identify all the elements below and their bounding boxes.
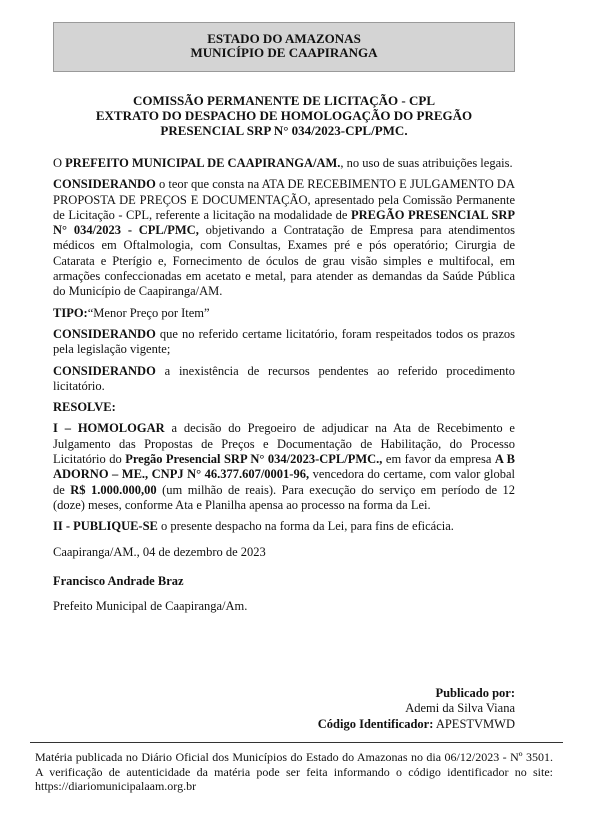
identifier-line xyxy=(215,717,515,732)
p1-bold: PREFEITO MUNICIPAL DE CAAPIRANGA/AM. xyxy=(65,156,341,170)
identifier-label: Código Identificador: xyxy=(317,716,434,731)
paragraph-resolve xyxy=(53,400,515,415)
date-line: Caapiranga/AM., 04 de dezembro de 2023 xyxy=(53,544,266,559)
p5-bold4: R$ 1.000.000,00 xyxy=(70,482,157,497)
paragraph-considerando-2 xyxy=(53,327,515,358)
p3-bold: CONSIDERANDO xyxy=(53,326,156,341)
resolve-label: RESOLVE: xyxy=(53,400,116,415)
title-commission: COMISSÃO PERMANENTE DE LICITAÇÃO - CPL xyxy=(132,93,436,108)
p2-text2: objetivando a Contratação de Empresa para atendimentos médicos em Oftalmologia, com Consultas, Exames pré e pós operatório; Cirurgia de Catarata e Pterígio e, Fornecimento de óculos de grau visão simples e multifocal, em armações confeccionadas em acetato e metal, para atender as demandas da Saúde Pública do Município de Caapiranga/AM. xyxy=(53,223,515,299)
p5-text1: a decisão do Pregoeiro de adjudicar na Ata de Recebimento e Julgamento das Propostas de Preços e Documentação de Habilitação, do Processo Licitatório do xyxy=(53,421,515,467)
paragraph-considerando-1 xyxy=(53,177,515,299)
signer-name: Francisco Andrade Braz xyxy=(53,573,184,588)
published-by-label: Publicado por: xyxy=(435,686,515,700)
document-body xyxy=(53,156,515,620)
signer-role: Prefeito Municipal de Caapiranga/Am. xyxy=(53,599,248,614)
p3-text: que no referido certame licitatório, foram respeitados todos os prazos pela legislação vigente; xyxy=(53,326,515,357)
p4-text: a inexistência de recursos pendentes ao referido procedimento licitatório. xyxy=(53,363,515,393)
p4-bold: CONSIDERANDO xyxy=(53,363,156,378)
title-extract: EXTRATO DO DESPACHO DE HOMOLOGAÇÃO DO PREGÃO xyxy=(95,108,473,123)
tipo-value: “Menor Preço por Item” xyxy=(87,305,210,320)
publication-info xyxy=(215,686,515,732)
p2-text1: o teor que consta na ATA DE RECEBIMENTO E JULGAMENTO DA PROPOSTA DE PREÇOS E DOCUMENTAÇÃO, apresentado pela Comissão Permanente de Licitação - CPL, referente a licitação na modalidade de xyxy=(53,177,515,222)
header-municipality-line: MUNICÍPIO DE CAAPIRANGA xyxy=(190,45,378,60)
p5-bold: I – HOMOLOGAR xyxy=(53,421,165,436)
p1-prefix: O xyxy=(53,156,66,170)
p5-text2: em favor da empresa xyxy=(382,452,495,467)
p5-text4: (um milhão de reais). Para execução do serviço em período de 12 (doze) meses, conforme Ata e Planilha apensa ao processo na forma da Lei. xyxy=(53,482,515,512)
header-state-line: ESTADO DO AMAZONAS xyxy=(207,31,361,46)
footer-divider xyxy=(30,742,563,743)
publisher-name: Ademi da Silva Viana xyxy=(405,701,515,716)
tipo-label: TIPO: xyxy=(53,305,88,320)
p6-bold: II - PUBLIQUE-SE xyxy=(53,519,158,534)
document-title xyxy=(53,93,515,138)
p1-rest: , no uso de suas atribuições legais. xyxy=(340,156,513,170)
title-pregao: PRESENCIAL SRP N° 034/2023-CPL/PMC. xyxy=(160,123,408,138)
p5-bold3: A B ADORNO – ME., CNPJ N° 46.377.607/0001-96, xyxy=(53,452,515,482)
paragraph-considerando-3 xyxy=(53,364,515,395)
paragraph-homologar xyxy=(53,421,515,513)
p2-bold2: PREGÃO PRESENCIAL SRP N° 034/2023 - CPL/PMC, xyxy=(53,207,515,238)
paragraph-tipo xyxy=(53,306,515,321)
p5-bold2: Pregão Presencial SRP N° 034/2023-CPL/PMC., xyxy=(125,452,383,467)
paragraph-prefeito xyxy=(53,156,515,171)
identifier-code: APESTVMWD xyxy=(435,716,515,731)
p5-text3: vencedora do certame, com valor global de xyxy=(53,467,516,497)
paragraph-publique xyxy=(53,519,515,534)
p2-bold: CONSIDERANDO xyxy=(53,177,156,192)
p6-text: o presente despacho na forma da Lei, para fins de eficácia. xyxy=(157,519,454,534)
state-header xyxy=(53,22,515,72)
footer-note: Matéria publicada no Diário Oficial dos Municípios do Estado do Amazonas no dia 06/12/2023 - Nº 3501. A verificação de autenticidade da matéria pode ser feita informando o código identificador no site: https://diariomunicipalaam.org.br xyxy=(35,750,553,793)
